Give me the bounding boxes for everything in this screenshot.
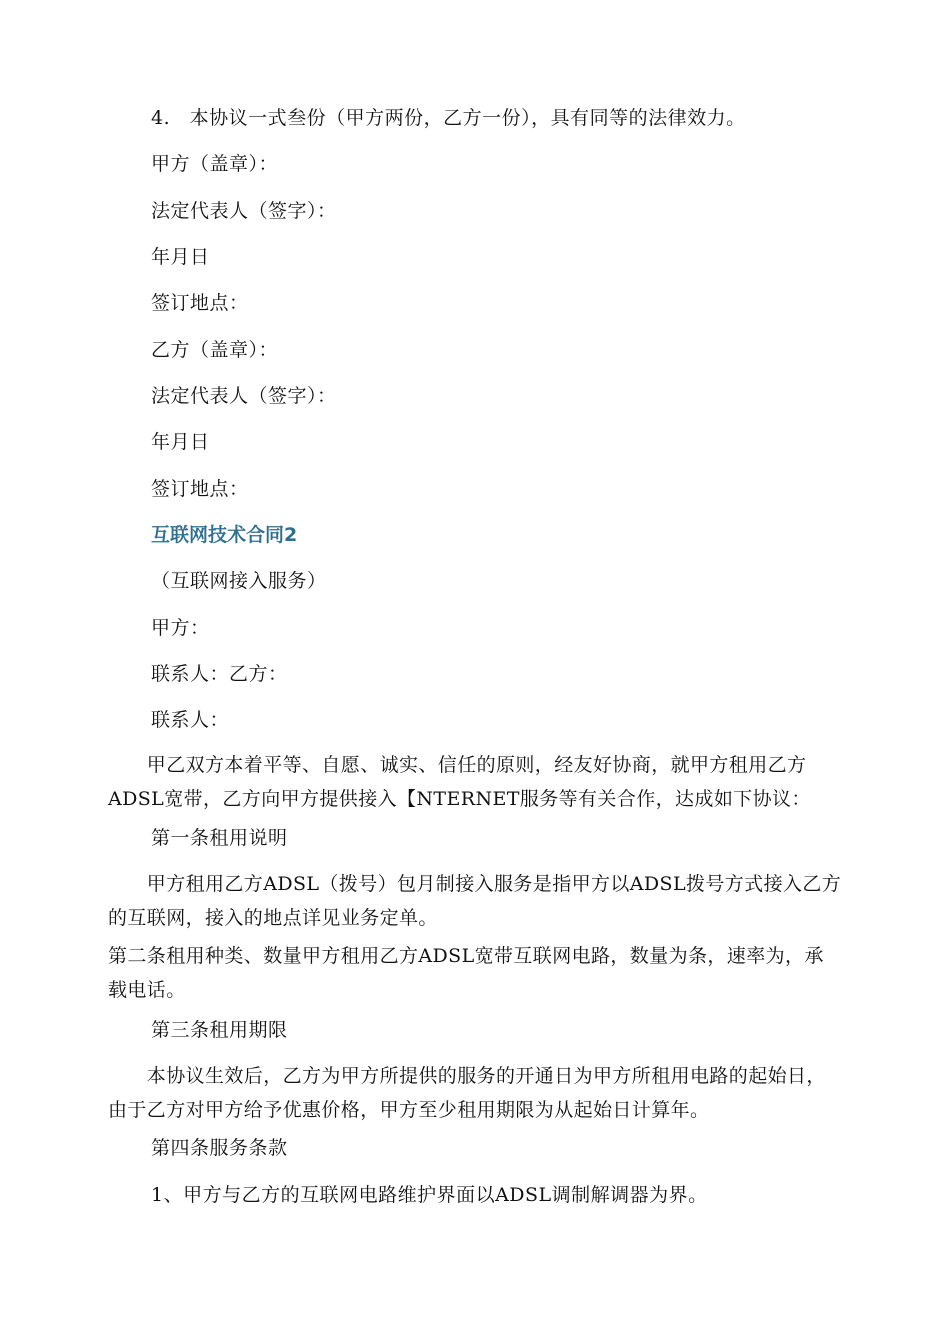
contact-party-b: 联系人：乙方： [151,663,288,685]
article-4-item-1: 1、甲方与乙方的互联网电路维护界面以ADSL调制解调器为界。 [151,1184,708,1206]
party-a-label: 甲方： [151,617,210,639]
article-3-body: 本协议生效后，乙方为甲方所提供的服务的开通日为甲方所租用电路的起始日，由于乙方对甲方给予优惠价格，甲方至少租用期限为从起始日计算年。 [108,1065,826,1121]
party-b-date: 年月日 [151,431,210,453]
party-b-seal: 乙方（盖章）： [151,339,279,361]
contact-label: 联系人： [151,709,230,731]
article-2-body: 第二条租用种类、数量甲方租用乙方ADSL宽带互联网电路，数量为条，速率为，承载电话。 [108,945,824,1001]
article-4-title: 第四条服务条款 [151,1137,288,1159]
intro-paragraph: 甲乙双方本着平等、自愿、诚实、信任的原则，经友好协商，就甲方租用乙方ADSL宽带，乙方向甲方提供接入【NTERNET服务等有关合作，达成如下协议： [108,754,811,810]
party-a-date: 年月日 [151,246,210,268]
section-heading: 互联网技术合同2 [151,524,298,546]
article-3-title: 第三条租用期限 [151,1019,288,1041]
party-a-sign-place: 签订地点： [151,292,249,314]
party-b-legal-rep: 法定代表人（签字）： [151,385,337,407]
party-a-legal-rep: 法定代表人（签字）： [151,200,337,222]
article-1-title: 第一条租用说明 [151,827,288,849]
subtitle: （互联网接入服务） [151,570,327,592]
party-b-sign-place: 签订地点： [151,478,249,500]
article-1-body: 甲方租用乙方ADSL（拨号）包月制接入服务是指甲方以ADSL拨号方式接入乙方的互联网，接入的地点详见业务定单。 [108,873,842,929]
party-a-seal: 甲方（盖章）： [151,153,279,175]
clause-4-copies: 4. 本协议一式叁份（甲方两份，乙方一份），具有同等的法律效力。 [151,107,746,129]
